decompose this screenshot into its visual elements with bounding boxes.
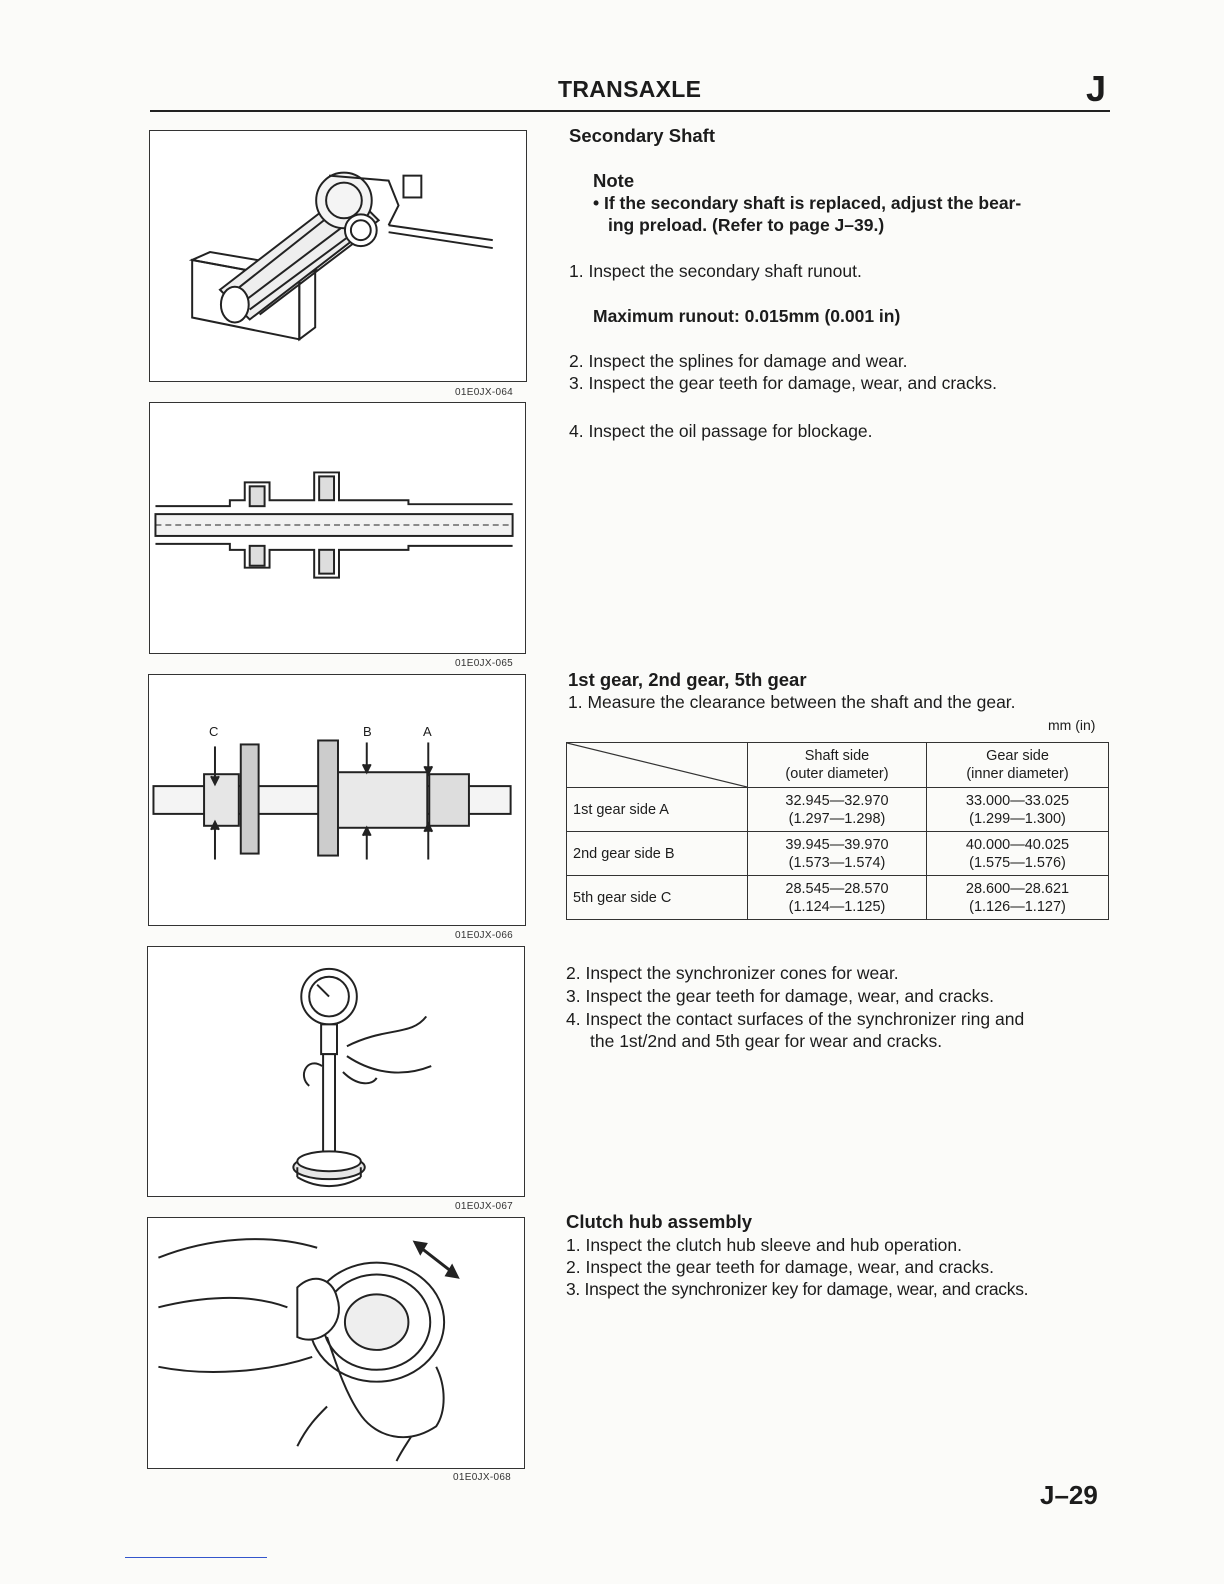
point-label-a: A xyxy=(423,724,432,739)
clutch-hub-title: Clutch hub assembly xyxy=(566,1211,753,1232)
table-row xyxy=(567,876,1109,920)
shaft-value xyxy=(748,876,927,920)
value-in: (1.575—1.576) xyxy=(969,854,1066,871)
section-letter: J xyxy=(1086,68,1107,109)
value-in: (1.126—1.127) xyxy=(969,898,1066,915)
clutch-step-2: 2. Inspect the gear teeth for damage, wear, and cracks. xyxy=(566,1257,995,1277)
clutch-hub-hands-illustration xyxy=(148,1218,524,1468)
gears-step-4-line-2: the 1st/2nd and 5th gear for wear and cracks. xyxy=(590,1031,943,1051)
figure-id: 01E0JX-064 xyxy=(455,387,514,398)
shaft-value xyxy=(748,788,927,832)
figure-id: 01E0JX-065 xyxy=(455,658,514,669)
runout-dial-indicator-illustration xyxy=(150,131,526,381)
row-label: 5th gear side C xyxy=(567,876,748,920)
figure-bore-gauge xyxy=(147,946,525,1197)
figure-id: 01E0JX-068 xyxy=(453,1472,512,1483)
header-text: (outer diameter) xyxy=(785,766,889,782)
header-rule xyxy=(150,110,1110,112)
figure-shaft-section xyxy=(149,402,526,654)
gears-step-4-line-1: 4. Inspect the contact surfaces of the synchronizer ring and xyxy=(566,1009,1025,1029)
secondary-shaft-title: Secondary Shaft xyxy=(569,125,715,146)
page-number: J–29 xyxy=(1040,1480,1098,1510)
point-label-c: C xyxy=(209,724,219,739)
secondary-step-1: 1. Inspect the secondary shaft runout. xyxy=(569,261,862,281)
clutch-step-3: 3. Inspect the synchronizer key for damage, wear, and cracks. xyxy=(566,1279,1029,1299)
figure-runout-check xyxy=(149,130,527,382)
table-row xyxy=(567,788,1109,832)
row-label: 2nd gear side B xyxy=(567,832,748,876)
runout-spec: Maximum runout: 0.015mm (0.001 in) xyxy=(593,306,901,326)
gears-step-3: 3. Inspect the gear teeth for damage, wear, and cracks. xyxy=(566,986,995,1006)
header-shaft-side xyxy=(748,743,927,788)
value-mm: 28.545—28.570 xyxy=(785,880,889,897)
unit-note: mm (in) xyxy=(1048,717,1096,733)
value-in: (1.299—1.300) xyxy=(969,810,1066,827)
figure-measurement-points xyxy=(148,674,526,926)
diagonal-divider xyxy=(567,743,747,787)
header-text: (inner diameter) xyxy=(966,766,1069,782)
note-line-1: • If the secondary shaft is replaced, adjust the bear- xyxy=(593,193,1022,213)
shaft-value xyxy=(748,832,927,876)
secondary-step-4: 4. Inspect the oil passage for blockage. xyxy=(569,421,873,441)
note-line-2: ing preload. (Refer to page J–39.) xyxy=(608,215,885,235)
shaft-cross-section-illustration xyxy=(150,403,525,653)
header-text: Gear side xyxy=(986,748,1049,764)
note-label: Note xyxy=(593,170,635,191)
gear-value xyxy=(927,876,1109,920)
table-corner-cell xyxy=(567,743,748,788)
header-text: Shaft side xyxy=(804,748,870,764)
table-row xyxy=(567,832,1109,876)
page-header-title: TRANSAXLE xyxy=(558,76,702,102)
gears-title: 1st gear, 2nd gear, 5th gear xyxy=(568,669,807,690)
value-in: (1.297—1.298) xyxy=(788,810,886,827)
gears-step-2: 2. Inspect the synchronizer cones for wear. xyxy=(566,963,899,983)
value-in: (1.124—1.125) xyxy=(788,898,886,915)
gears-step-1: 1. Measure the clearance between the shaft and the gear. xyxy=(568,692,1016,712)
shaft-measurement-points-illustration xyxy=(149,675,525,925)
value-mm: 28.600—28.621 xyxy=(965,880,1070,897)
figure-id: 01E0JX-066 xyxy=(455,930,514,941)
gear-value xyxy=(927,832,1109,876)
secondary-step-3: 3. Inspect the gear teeth for damage, wear, and cracks. xyxy=(569,373,998,393)
value-in: (1.573—1.574) xyxy=(788,854,886,871)
figure-clutch-hub xyxy=(147,1217,525,1469)
value-mm: 39.945—39.970 xyxy=(785,836,889,853)
bore-gauge-illustration xyxy=(148,947,524,1196)
row-label: 1st gear side A xyxy=(567,788,748,832)
point-label-b: B xyxy=(363,724,372,739)
value-mm: 33.000—33.025 xyxy=(965,792,1070,809)
figure-id: 01E0JX-067 xyxy=(455,1201,514,1212)
table-header-row xyxy=(567,743,1109,788)
clearance-table xyxy=(566,742,1109,920)
value-mm: 40.000—40.025 xyxy=(965,836,1070,853)
footer-line xyxy=(125,1557,267,1558)
secondary-step-2: 2. Inspect the splines for damage and wear. xyxy=(569,351,908,371)
clutch-step-1: 1. Inspect the clutch hub sleeve and hub operation. xyxy=(566,1235,962,1255)
gear-value xyxy=(927,788,1109,832)
header-gear-side xyxy=(927,743,1109,788)
value-mm: 32.945—32.970 xyxy=(785,792,889,809)
